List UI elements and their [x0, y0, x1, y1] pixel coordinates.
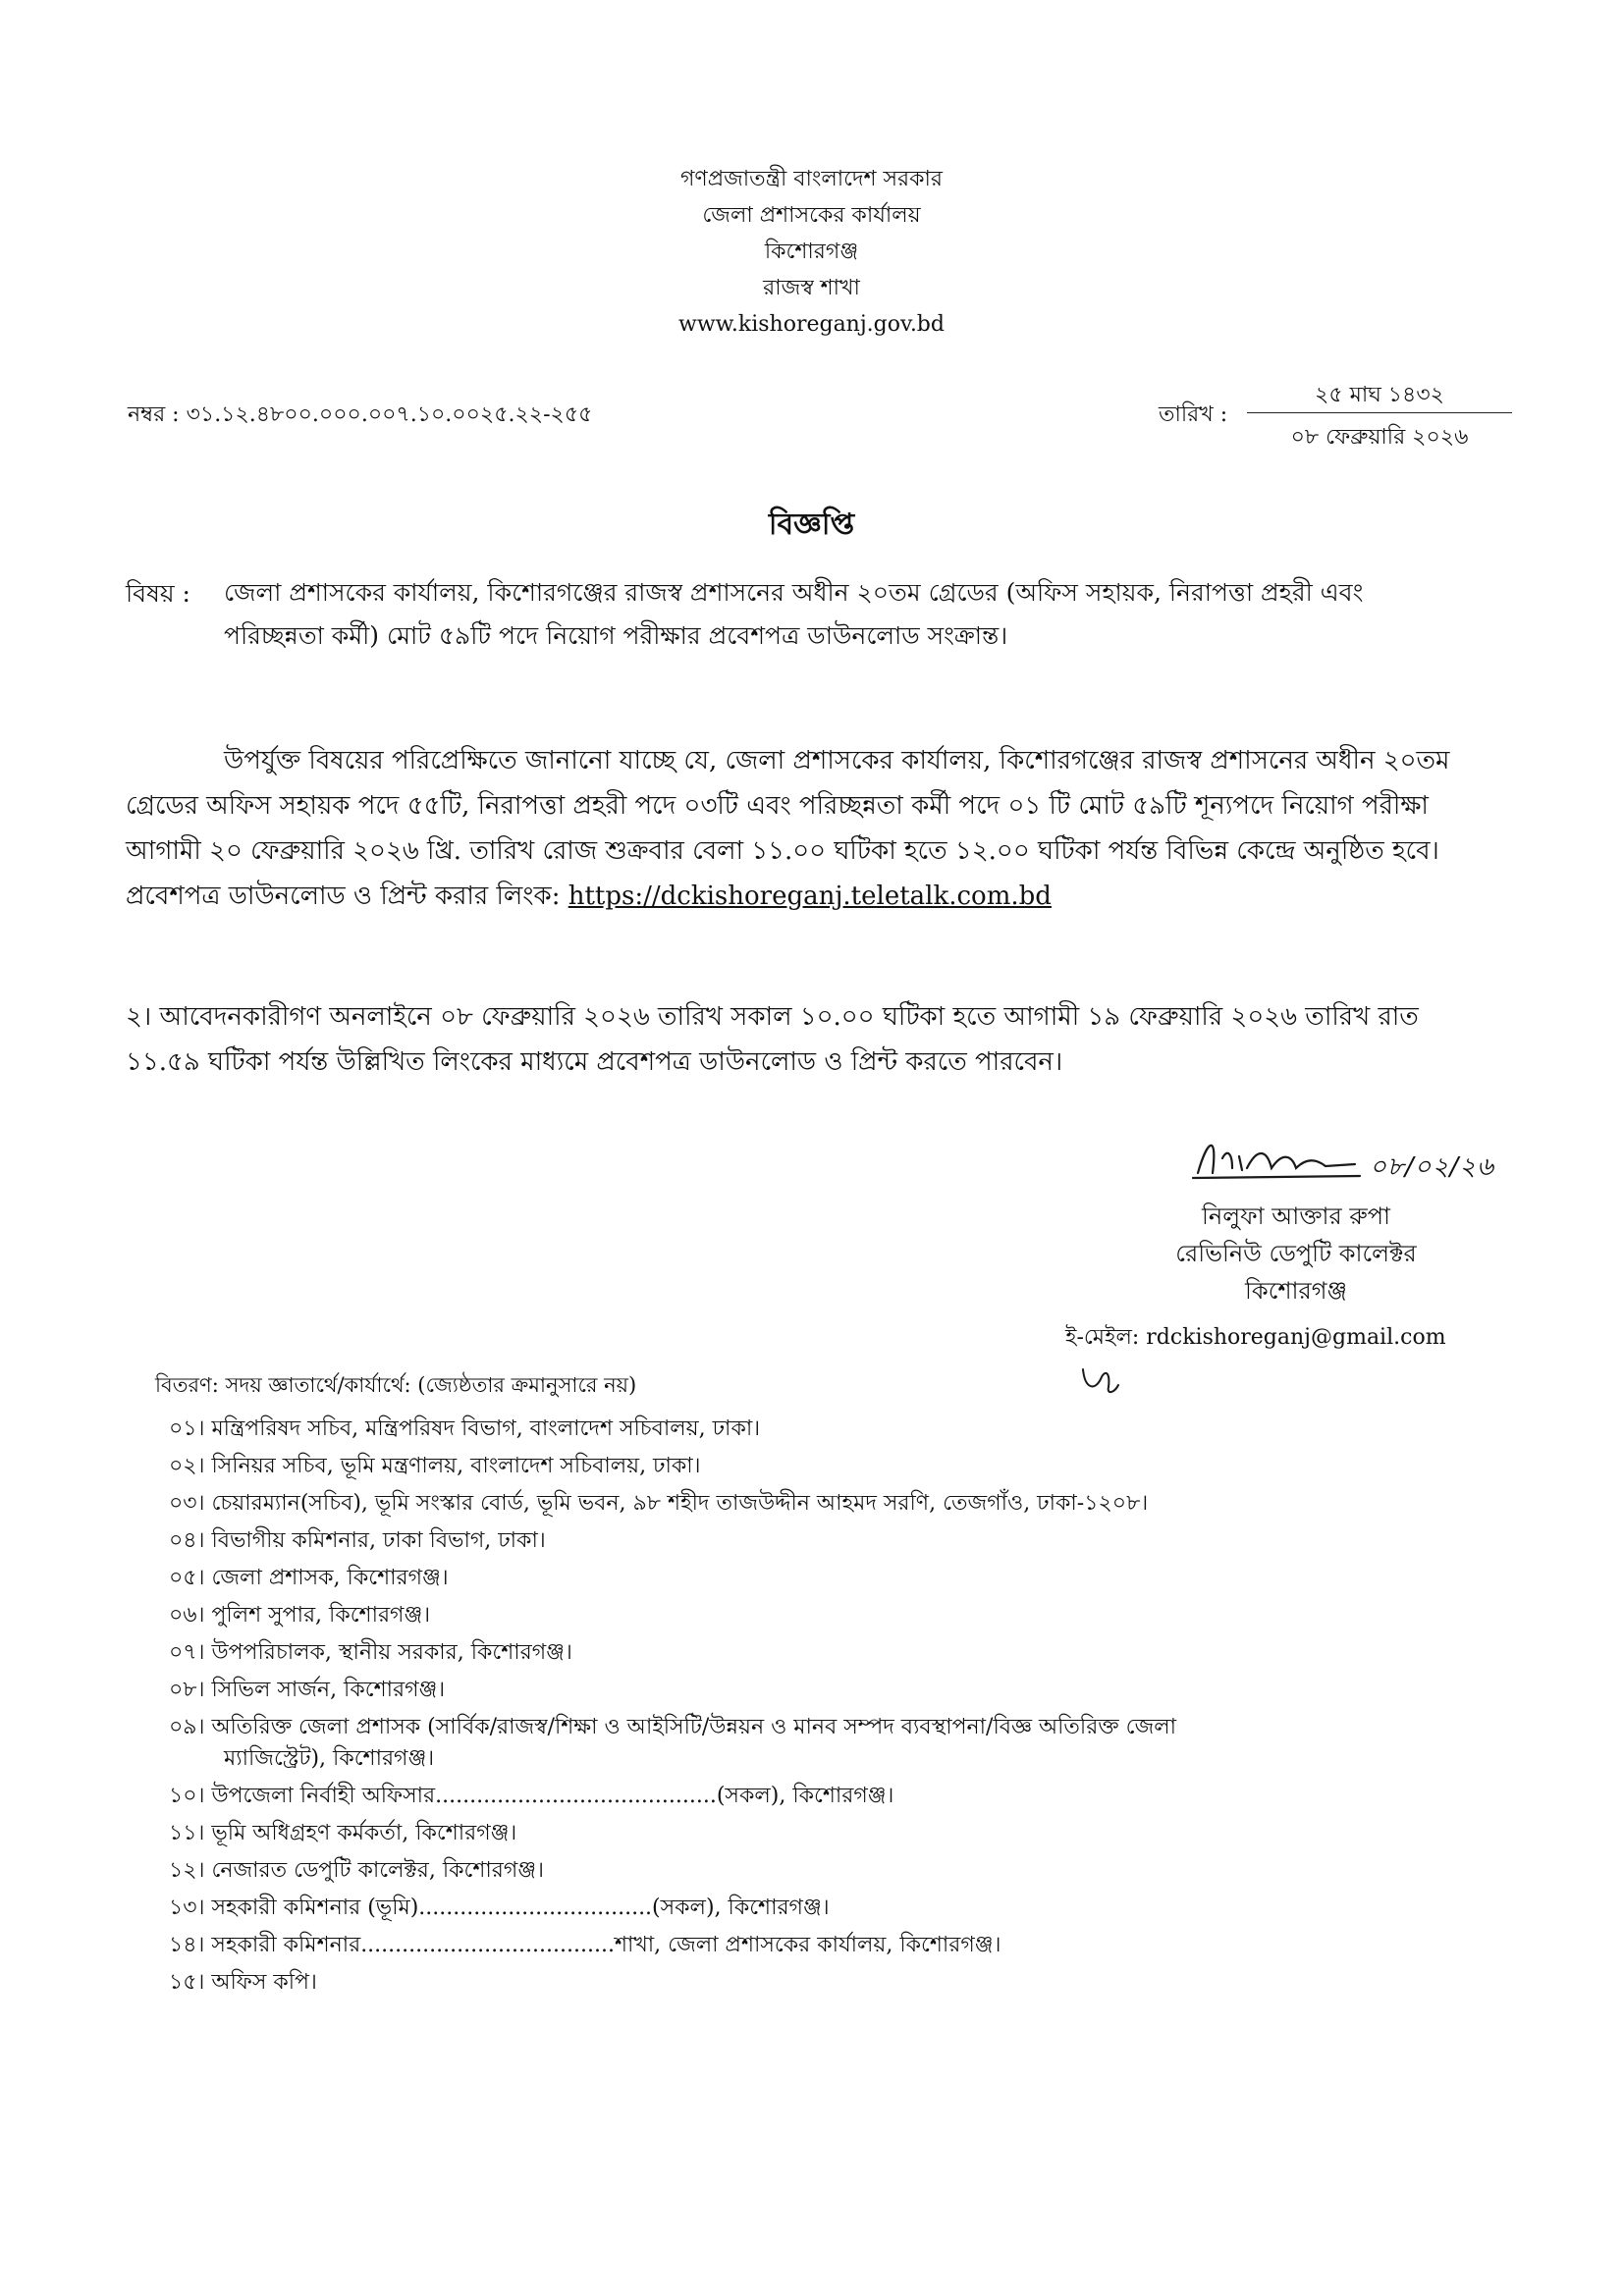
list-item: ১১। ভূমি অধিগ্রহণ কর্মকর্তা, কিশোরগঞ্জ।: [169, 1821, 517, 1845]
signatory-name: নিলুফা আক্তার রুপা: [1202, 1202, 1390, 1230]
list-item-continuation: ম্যাজিস্ট্রেট), কিশোরগঞ্জ।: [224, 1746, 435, 1771]
header-office: জেলা প্রশাসকের কার্যালয়: [702, 203, 921, 228]
handwritten-signature: [1188, 1129, 1365, 1188]
header-government: গণপ্রজাতন্ত্রী বাংলাদেশ সরকার: [679, 167, 944, 191]
admit-card-link[interactable]: https://dckishoreganj.teletalk.com.bd: [568, 881, 1052, 911]
memo-number-line: [128, 398, 592, 434]
para2-line-2: ১১.৫৯ ঘটিকা পর্যন্ত উল্লিখিত লিংকের মাধ্যমে প্রবেশপত্র ডাউনলোড ও প্রিন্ট করতে পারবেন।: [126, 1047, 1063, 1077]
memo-number: ৩১.১২.৪৮০০.০০০.০০৭.১০.০০২৫.২২-২৫৫: [186, 402, 593, 427]
list-item: ০১। মন্ত্রিপরিষদ সচিব, মন্ত্রিপরিষদ বিভাগ, বাংলাদেশ সচিবালয়, ঢাকা।: [169, 1416, 761, 1441]
body-paragraph-2: [126, 994, 1500, 1085]
distribution-heading: বিতরণ: সদয় জ্ঞাতার্থে/কার্যার্থে: (জ্যেষ্ঠতার ক্রমানুসারে নয়): [155, 1373, 637, 1397]
date-divider: [1247, 412, 1512, 413]
para1-line-2: গ্রেডের অফিস সহায়ক পদে ৫৫টি, নিরাপত্তা প্রহরী পদে ০৩টি এবং পরিচ্ছন্নতা কর্মী পদে ০১ টি মোট ৫৯টি শূন্যপদে নিয়োগ পরীক্ষা: [126, 791, 1429, 821]
subject-line-2: পরিচ্ছন্নতা কর্মী) মোট ৫৯টি পদে নিয়োগ পরীক্ষার প্রবেশপত্র ডাউনলোড সংক্রান্ত।: [224, 621, 1008, 650]
body-paragraph-1: [126, 738, 1500, 919]
list-item: ১০। উপজেলা নির্বাহী অফিসার.........................................(সকল), কিশোরগঞ্জ।: [169, 1784, 894, 1808]
notice-title: বিজ্ঞপ্তি: [768, 507, 855, 542]
list-item: ০৮। সিভিল সার্জন, কিশোরগঞ্জ।: [169, 1678, 446, 1702]
para1-link-line: [126, 874, 1500, 919]
list-item: ১২। নেজারত ডেপুটি কালেক্টর, কিশোরগঞ্জ।: [169, 1858, 544, 1883]
list-item: ১৩। সহকারী কমিশনার (ভূমি)..................................(সকল), কিশোরগঞ্জ।: [169, 1896, 830, 1920]
list-item: ০৫। জেলা প্রশাসক, কিশোরগঞ্জ।: [169, 1566, 449, 1590]
list-item: ১৪। সহকারী কমিশনার.....................................শাখা, জেলা প্রশাসকের কার্যালয়, কিশোরগঞ্জ।: [169, 1933, 1001, 1957]
subject-line-1: জেলা প্রশাসকের কার্যালয়, কিশোরগঞ্জের রাজস্ব প্রশাসনের অধীন ২০তম গ্রেডের (অফিস সহায়ক, নিরাপত্তা প্রহরী এবং: [224, 578, 1364, 607]
subject-label: বিষয় :: [126, 579, 190, 608]
email-label: ই-মেইল:: [1065, 1325, 1140, 1350]
header-website: www.kishoreganj.gov.bd: [678, 312, 945, 337]
memo-date-bangla: ২৫ মাঘ ১৪৩২: [1315, 383, 1444, 407]
list-item: ০৬। পুলিশ সুপার, কিশোরগঞ্জ।: [169, 1603, 431, 1628]
header-section: রাজস্ব শাখা: [763, 276, 860, 300]
list-item: ০৪। বিভাগীয় কমিশনার, ঢাকা বিভাগ, ঢাকা।: [169, 1528, 546, 1553]
memo-number-label: নম্বর :: [128, 402, 180, 427]
para1-line-3: আগামী ২০ ফেব্রুয়ারি ২০২৬ খ্রি. তারিখ রোজ শুক্রবার বেলা ১১.০০ ঘটিকা হতে ১২.০০ ঘটিকা পর্যন্ত বিভিন্ন কেন্দ্রে অনুষ্ঠিত হবে।: [126, 836, 1439, 866]
signatory-email: rdckishoreganj@gmail.com: [1146, 1325, 1446, 1350]
distribution-list: [169, 1415, 1445, 2006]
subject-text: [224, 571, 1500, 658]
memo-date-label: তারিখ :: [1159, 402, 1228, 427]
signatory-designation: রেভিনিউ ডেপুটি কালেক্টর: [1175, 1240, 1417, 1267]
para1-line-1: উপর্যুক্ত বিষয়ের পরিপ্রেক্ষিতে জানানো যাচ্ছে যে, জেলা প্রশাসকের কার্যালয়, কিশোরগঞ্জের রাজস্ব প্রশাসনের অধীন ২০তম: [224, 746, 1450, 775]
signature-block: [1109, 1198, 1483, 1309]
list-item: ০৯। অতিরিক্ত জেলা প্রশাসক (সার্বিক/রাজস্ব/শিক্ষা ও আইসিটি/উন্নয়ন ও মানব সম্পদ ব্যবস্থাপনা/বিজ্ঞ অতিরিক্ত জেলা: [169, 1715, 1177, 1739]
list-item: ০৭। উপপরিচালক, স্থানীয় সরকার, কিশোরগঞ্জ।: [169, 1640, 572, 1665]
memo-date-english: ০৮ ফেব্রুয়ারি ২০২৬: [1290, 425, 1469, 450]
list-item: ০২। সিনিয়র সচিব, ভূমি মন্ত্রণালয়, বাংলাদেশ সচিবালয়, ঢাকা।: [169, 1454, 701, 1478]
para2-line-1: ২। আবেদনকারীগণ অনলাইনে ০৮ ফেব্রুয়ারি ২০২৬ তারিখ সকাল ১০.০০ ঘটিকা হতে আগামী ১৯ ফেব্রুয়ারি ২০২৬ তারিখ রাত: [126, 1002, 1419, 1032]
signatory-location: কিশোরগঞ্জ: [1245, 1277, 1347, 1305]
list-item: ১৫। অফিস কপি।: [169, 1970, 317, 1995]
signatory-email-line: [1065, 1320, 1446, 1357]
signature-date: ০৮/০২/২৬: [1370, 1152, 1494, 1182]
handwritten-initial: [1075, 1360, 1124, 1399]
list-item: ০৩। চেয়ারম্যান(সচিব), ভূমি সংস্কার বোর্ড, ভূমি ভবন, ৯৮ শহীদ তাজউদ্দীন আহমদ সরণি, তেজগাঁও, ঢাকা-১২০৮।: [169, 1491, 1149, 1516]
header-district: কিশোরগঞ্জ: [764, 240, 859, 264]
link-label: প্রবেশপত্র ডাউনলোড ও প্রিন্ট করার লিংক:: [126, 881, 561, 911]
